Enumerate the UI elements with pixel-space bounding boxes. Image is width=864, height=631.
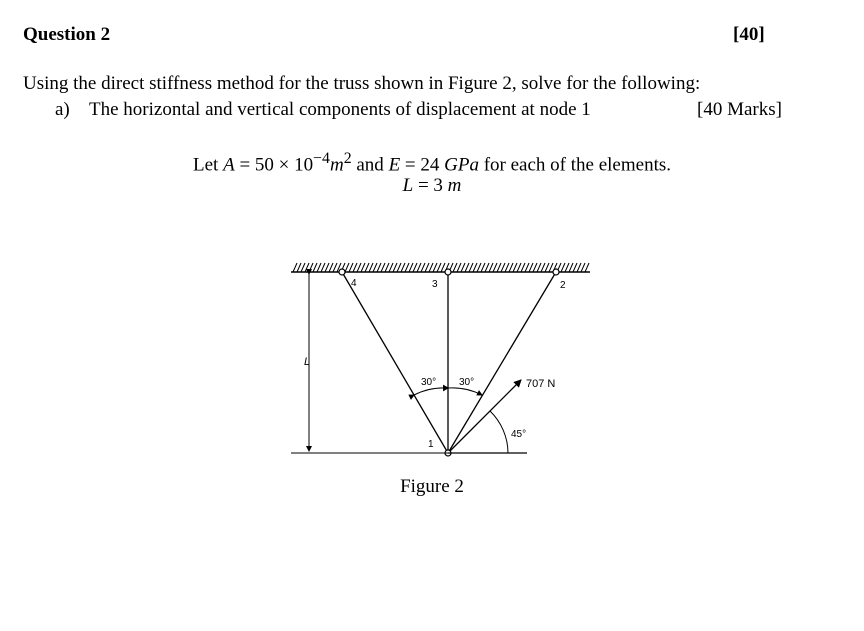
hatch-mark: [417, 263, 421, 272]
figure-caption: Figure 2: [400, 476, 464, 497]
member-1-2: [448, 272, 556, 453]
hatch-mark: [485, 263, 489, 272]
question-marks: [40]: [733, 24, 765, 45]
hatch-mark: [517, 263, 521, 272]
hatch-mark: [433, 263, 437, 272]
part-a-text: The horizontal and vertical components of displacement at node 1: [89, 99, 591, 120]
and-word: and: [356, 154, 384, 176]
hatch-mark: [533, 263, 537, 272]
area-value: = 50 × 10: [239, 154, 314, 176]
length-unit: m: [447, 175, 462, 196]
hatch-mark: [297, 263, 301, 272]
area-unit-exponent: 2: [343, 150, 352, 167]
hatch-mark: [497, 263, 501, 272]
node-label-1: 1: [428, 439, 434, 450]
node-label-3: 3: [432, 279, 438, 290]
hatch-mark: [473, 263, 477, 272]
hatch-mark: [477, 263, 481, 272]
hatch-mark: [453, 263, 457, 272]
angle-label-left: 30°: [421, 377, 437, 388]
hatch-mark: [505, 263, 509, 272]
hatch-mark: [377, 263, 381, 272]
node-label-4: 4: [351, 278, 357, 289]
hatch-mark: [409, 263, 413, 272]
hatch-mark: [561, 263, 565, 272]
part-a-label: a): [55, 99, 70, 120]
hatch-mark: [345, 263, 349, 272]
hatch-mark: [549, 263, 553, 272]
hatch-mark: [537, 263, 541, 272]
hatch-mark: [573, 263, 577, 272]
hatch-mark: [325, 263, 329, 272]
node-label-2: 2: [560, 280, 566, 291]
hatch-mark: [309, 263, 313, 272]
hatch-mark: [441, 263, 445, 272]
hatch-mark: [321, 263, 325, 272]
hatch-mark: [369, 263, 373, 272]
force-label: 707 N: [526, 378, 556, 390]
hatch-mark: [585, 263, 589, 272]
hatch-mark: [509, 263, 513, 272]
hatch-mark: [469, 263, 473, 272]
hatch-mark: [365, 263, 369, 272]
hatch-mark: [421, 263, 425, 272]
hatch-mark: [413, 263, 417, 272]
hatch-mark: [565, 263, 569, 272]
hatch-mark: [577, 263, 581, 272]
area-unit: m: [329, 154, 344, 176]
hatch-mark: [373, 263, 377, 272]
force-angle-arc: [490, 411, 508, 453]
length-number: = 3: [417, 175, 443, 196]
hatch-mark: [429, 263, 433, 272]
hatch-mark: [397, 263, 401, 272]
joint-2: [553, 269, 559, 275]
hatch-mark: [389, 263, 393, 272]
hatch-mark: [357, 263, 361, 272]
hatch-mark: [501, 263, 505, 272]
hatch-mark: [541, 263, 545, 272]
hatch-mark: [545, 263, 549, 272]
part-a-marks: [40 Marks]: [697, 99, 782, 120]
hatch-mark: [481, 263, 485, 272]
hatch-mark: [437, 263, 441, 272]
hatch-mark: [569, 263, 573, 272]
joint-3: [445, 269, 451, 275]
area-symbol: A: [223, 154, 235, 176]
hatch-mark: [349, 263, 353, 272]
hatch-mark: [305, 263, 309, 272]
hatch-mark: [313, 263, 317, 272]
force-angle-label: 45°: [511, 429, 527, 440]
hatch-mark: [401, 263, 405, 272]
hatch-mark: [525, 263, 529, 272]
member-1-4: [342, 272, 448, 453]
hatch-mark: [385, 263, 389, 272]
hatch-mark: [393, 263, 397, 272]
hatch-mark: [489, 263, 493, 272]
hatch-mark: [513, 263, 517, 272]
hatch-mark: [405, 263, 409, 272]
angle-arc-left: [414, 388, 448, 395]
hatch-mark: [457, 263, 461, 272]
hatch-mark: [581, 263, 585, 272]
joint-4: [339, 269, 345, 275]
length-symbol: L: [402, 175, 414, 196]
hatch-mark: [329, 263, 333, 272]
given-tail: for each of the elements.: [483, 154, 671, 176]
hatch-mark: [353, 263, 357, 272]
hatch-mark: [529, 263, 533, 272]
modulus-value: = 24: [404, 154, 440, 176]
angle-label-right: 30°: [459, 377, 475, 388]
hatch-mark: [317, 263, 321, 272]
question-title: Question 2: [23, 24, 111, 45]
hatch-mark: [465, 263, 469, 272]
let-word: Let: [193, 154, 219, 176]
ceiling-hatching: [293, 263, 589, 272]
hatch-mark: [301, 263, 305, 272]
hatch-mark: [333, 263, 337, 272]
hatch-mark: [461, 263, 465, 272]
hatch-mark: [361, 263, 365, 272]
hatch-mark: [521, 263, 525, 272]
hatch-mark: [425, 263, 429, 272]
angle-arc-right: [448, 388, 482, 395]
dimension-label: L: [304, 356, 311, 368]
hatch-mark: [293, 263, 297, 272]
modulus-unit: GPa: [444, 154, 479, 176]
area-exponent: −4: [313, 150, 330, 167]
hatch-mark: [493, 263, 497, 272]
modulus-symbol: E: [388, 154, 401, 176]
question-intro: Using the direct stiffness method for the truss shown in Figure 2, solve for the following:: [23, 73, 701, 94]
hatch-mark: [381, 263, 385, 272]
